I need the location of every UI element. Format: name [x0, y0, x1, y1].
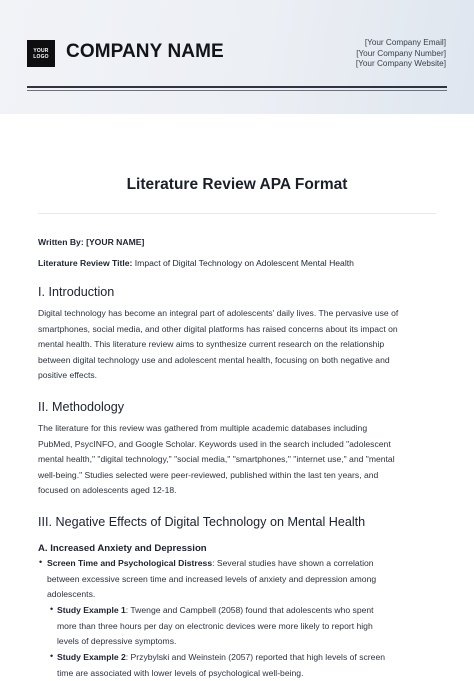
company-logo [27, 40, 55, 67]
header-rule-thin [27, 90, 447, 91]
list-item-text: : Several studies have shown a correlation [212, 558, 374, 568]
paragraph-line: positive effects. [38, 370, 98, 381]
company-name: COMPANY NAME [66, 41, 224, 62]
list-item-label: Study Example 1 [57, 605, 126, 615]
review-title-value: Impact of Digital Technology on Adolescent Mental Health [134, 258, 354, 268]
paragraph-line: mental health," "digital technology," "social media," "smartphones," "internet use," and "mental [38, 454, 395, 465]
header-rule-thick [27, 86, 447, 88]
section-body-introduction [38, 306, 438, 384]
bullet-dot: • [50, 604, 54, 614]
list-item-line [57, 650, 385, 666]
paragraph-line: between digital technology use and adolescent mental health, focusing on both negative and [38, 354, 390, 365]
written-by [38, 237, 144, 247]
list-item-label: Screen Time and Psychological Distress [47, 558, 213, 568]
bullet-dot: • [50, 651, 54, 661]
company-website: [Your Company Website] [355, 59, 446, 68]
section-body-methodology [38, 421, 438, 499]
logo-line-2: LOGO [33, 53, 49, 60]
paragraph-line: well-being." Studies selected were peer-reviewed, published within the last ten years, and [38, 469, 379, 480]
written-by-label: Written By: [38, 237, 84, 247]
list-item-screen-time [47, 556, 376, 603]
bullet-dot: • [39, 557, 43, 567]
list-item-line: levels of depressive symptoms. [57, 636, 177, 647]
list-item-study-1 [57, 603, 374, 650]
document-title: Literature Review APA Format [126, 176, 348, 193]
review-title-label: Literature Review Title: [38, 258, 133, 268]
list-item-line [47, 556, 376, 572]
list-item-study-2 [57, 650, 385, 681]
subsection-heading-anxiety: A. Increased Anxiety and Depression [38, 543, 207, 554]
section-heading-introduction: I. Introduction [38, 285, 115, 299]
list-item-text: : Twenge and Campbell (2058) found that adolescents who spent [125, 605, 374, 615]
paragraph-line: smartphones, social media, and other digital platforms has raised concerns about its impact on [38, 323, 398, 334]
company-contact [356, 38, 446, 70]
list-item-text: : Przybylski and Weinstein (2057) reported that high levels of screen [125, 652, 385, 662]
written-by-value: [YOUR NAME] [86, 237, 145, 247]
section-heading-negative-effects: III. Negative Effects of Digital Technology on Mental Health [38, 515, 366, 529]
review-title [38, 258, 354, 268]
section-heading-methodology: II. Methodology [38, 400, 125, 414]
company-email: [Your Company Email] [364, 38, 446, 47]
list-item-line [57, 603, 374, 619]
paragraph-line: PubMed, PsycINFO, and Google Scholar. Keywords used in the search included "adolescent [38, 438, 391, 449]
title-divider [38, 213, 436, 214]
list-item-line: time are associated with lower levels of psychological well-being. [57, 667, 304, 678]
paragraph-line: The literature for this review was gathered from multiple academic databases including [38, 423, 368, 433]
list-item-line: between excessive screen time and increased levels of anxiety and depression among [47, 573, 377, 584]
list-item-label: Study Example 2 [57, 652, 126, 662]
logo-line-1: YOUR [33, 47, 49, 54]
list-item-line: adolescents. [47, 589, 96, 600]
list-item-line: more than three hours per day on electronic devices were more likely to report high [57, 620, 373, 631]
company-number: [Your Company Number] [356, 48, 446, 58]
paragraph-line: focused on adolescents aged 12-18. [38, 485, 177, 496]
paragraph-line: Digital technology has become an integral part of adolescents' daily lives. The pervasive use of [38, 308, 399, 318]
paragraph-line: mental health. This literature review aims to synthesize current research on the relationship [38, 339, 385, 350]
letterhead [0, 0, 474, 114]
